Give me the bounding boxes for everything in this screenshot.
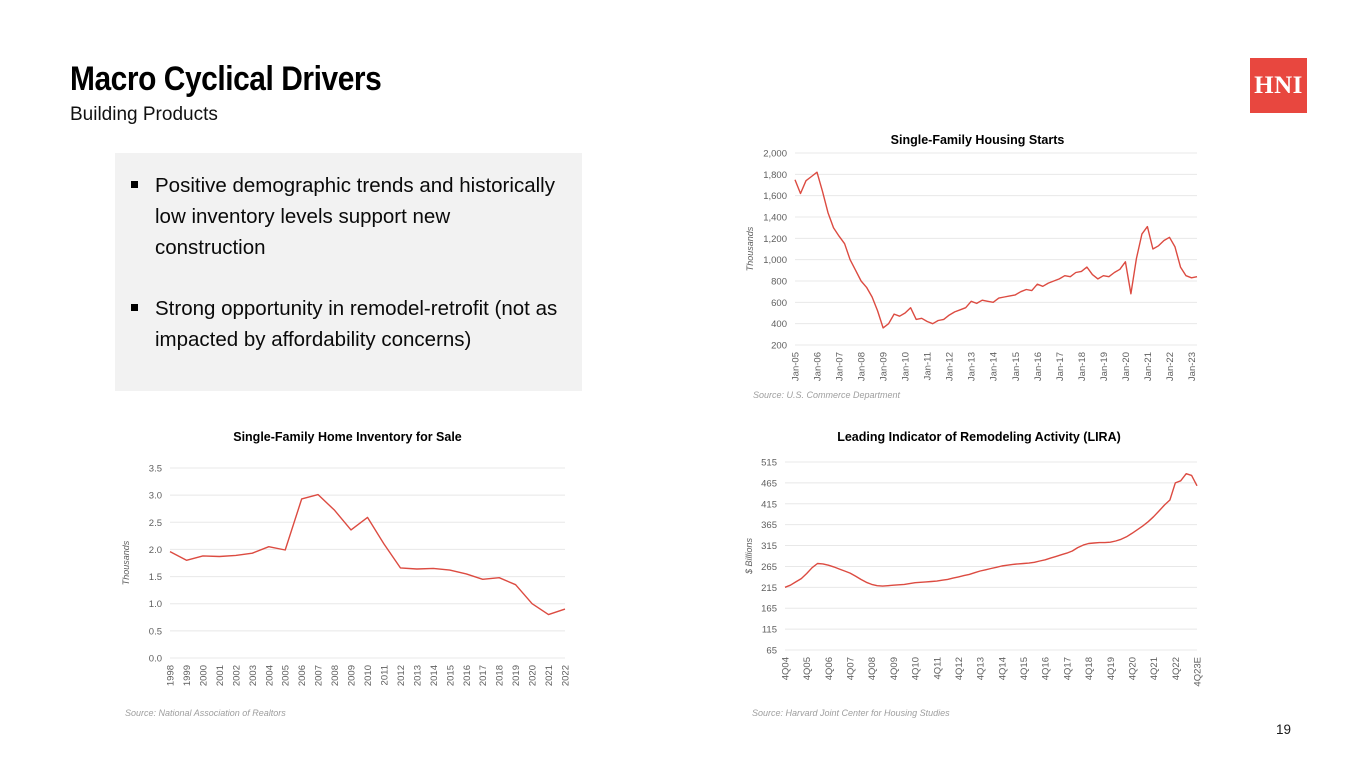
svg-text:1.0: 1.0 [148,599,162,611]
svg-text:4Q22: 4Q22 [1170,657,1182,681]
svg-text:600: 600 [771,297,787,309]
svg-text:0.5: 0.5 [148,626,162,638]
svg-text:Jan-05: Jan-05 [790,352,802,382]
svg-text:4Q04: 4Q04 [780,657,792,681]
svg-text:4Q10: 4Q10 [910,657,922,681]
svg-text:4Q17: 4Q17 [1062,657,1074,681]
bullet-text: Strong opportunity in remodel-retrofit (not as impacted by affordability concerns) [155,297,558,351]
svg-text:4Q09: 4Q09 [888,657,900,681]
svg-text:Jan-22: Jan-22 [1164,352,1176,382]
bullet-square-icon [131,181,138,188]
svg-text:1998: 1998 [165,665,177,687]
svg-text:2021: 2021 [544,665,556,687]
svg-text:2003: 2003 [247,665,259,687]
svg-text:2010: 2010 [363,665,374,687]
svg-text:4Q12: 4Q12 [953,657,965,681]
chart-title: Single-Family Housing Starts [890,133,1065,147]
svg-text:65: 65 [766,645,777,657]
bullet-square-icon [131,304,138,311]
svg-text:4Q15: 4Q15 [1019,657,1031,681]
page-subtitle: Building Products [70,104,218,125]
svg-text:3.0: 3.0 [148,490,162,502]
svg-text:200: 200 [771,340,787,352]
page-title: Macro Cyclical Drivers [70,60,382,98]
chart-source: Source: Harvard Joint Center for Housing Studies [752,708,950,718]
svg-text:2000: 2000 [198,665,210,687]
svg-text:1,600: 1,600 [763,191,787,203]
svg-text:4Q14: 4Q14 [997,657,1009,681]
svg-text:Jan-23: Jan-23 [1186,352,1198,382]
svg-text:315: 315 [761,541,777,553]
svg-text:4Q11: 4Q11 [932,657,944,680]
svg-text:2004: 2004 [264,665,276,687]
svg-text:2012: 2012 [395,665,407,687]
svg-text:400: 400 [771,319,787,331]
svg-text:Jan-18: Jan-18 [1076,352,1088,382]
svg-text:465: 465 [761,478,777,490]
svg-text:515: 515 [761,457,777,469]
lira-chart [740,428,1218,723]
svg-text:1,400: 1,400 [763,212,787,224]
hni-logo-text: HNI [1254,71,1303,99]
bullet-text: Positive demographic trends and historically low inventory levels support new construction [155,174,555,259]
svg-text:215: 215 [761,582,777,594]
housing-starts-plot [745,131,1210,405]
lira-plot [740,428,1218,723]
svg-text:2006: 2006 [297,665,309,687]
svg-text:2022: 2022 [560,665,572,687]
svg-text:165: 165 [761,603,777,615]
page-number: 19 [1276,722,1292,737]
svg-text:Thousands: Thousands [121,540,131,586]
svg-text:2009: 2009 [346,665,358,687]
hni-logo [1250,58,1307,113]
svg-text:$ Billions: $ Billions [744,537,754,575]
svg-text:Jan-07: Jan-07 [834,352,846,382]
svg-text:3.5: 3.5 [148,463,162,475]
svg-text:Jan-20: Jan-20 [1120,352,1132,382]
svg-text:Jan-08: Jan-08 [856,352,868,382]
svg-text:2001: 2001 [214,665,226,687]
svg-text:2005: 2005 [280,665,292,687]
svg-text:4Q18: 4Q18 [1084,657,1096,681]
home-inventory-plot [115,428,580,723]
svg-text:4Q19: 4Q19 [1105,657,1117,681]
chart-source: Source: U.S. Commerce Department [753,390,901,400]
svg-text:2020: 2020 [527,665,539,687]
svg-text:1,000: 1,000 [763,255,787,267]
svg-text:1,800: 1,800 [763,169,787,181]
svg-text:2016: 2016 [461,665,473,687]
chart-title: Single-Family Home Inventory for Sale [233,430,462,444]
svg-text:365: 365 [761,520,777,532]
svg-text:4Q05: 4Q05 [802,657,814,681]
svg-text:Jan-19: Jan-19 [1098,352,1110,382]
svg-text:1.5: 1.5 [148,572,162,584]
svg-text:2011: 2011 [379,665,391,686]
chart-title: Leading Indicator of Remodeling Activity (LIRA) [837,430,1121,444]
svg-text:2014: 2014 [428,665,440,687]
svg-text:2007: 2007 [313,665,325,687]
svg-text:Thousands: Thousands [745,226,755,272]
svg-text:2019: 2019 [511,665,523,687]
svg-text:800: 800 [771,276,787,288]
svg-text:4Q13: 4Q13 [975,657,987,681]
svg-text:2018: 2018 [494,665,506,687]
housing-starts-chart [745,131,1210,405]
bullet-item [131,170,562,263]
svg-text:115: 115 [761,624,777,636]
bullet-item [131,293,562,355]
svg-text:Jan-06: Jan-06 [812,352,824,382]
svg-text:415: 415 [761,499,777,511]
svg-text:4Q21: 4Q21 [1149,657,1161,681]
svg-text:2.0: 2.0 [148,544,162,556]
svg-text:0.0: 0.0 [148,653,162,665]
svg-text:4Q23E: 4Q23E [1192,657,1204,687]
home-inventory-chart [115,428,580,723]
chart-source: Source: National Association of Realtors [125,708,286,718]
svg-text:4Q06: 4Q06 [823,657,835,681]
svg-text:2013: 2013 [412,665,424,687]
svg-text:1999: 1999 [181,665,193,687]
svg-text:Jan-09: Jan-09 [878,352,890,382]
svg-text:2008: 2008 [330,665,342,687]
svg-text:2.5: 2.5 [148,517,162,529]
svg-text:Jan-12: Jan-12 [944,352,956,382]
svg-text:1,200: 1,200 [763,233,787,245]
svg-text:265: 265 [761,561,777,573]
svg-text:Jan-17: Jan-17 [1054,352,1066,382]
key-points-panel [115,153,582,391]
svg-text:4Q07: 4Q07 [845,657,857,681]
svg-text:Jan-10: Jan-10 [900,352,912,382]
svg-text:4Q20: 4Q20 [1127,657,1139,681]
svg-text:2017: 2017 [478,665,490,687]
svg-text:2,000: 2,000 [763,148,787,160]
svg-text:Jan-16: Jan-16 [1032,352,1044,382]
svg-text:Jan-14: Jan-14 [988,352,1000,382]
svg-text:Jan-11: Jan-11 [922,352,934,381]
svg-text:Jan-21: Jan-21 [1142,352,1154,382]
svg-text:Jan-13: Jan-13 [966,352,978,382]
svg-text:4Q08: 4Q08 [867,657,879,681]
svg-text:2002: 2002 [231,665,243,687]
svg-text:Jan-15: Jan-15 [1010,352,1022,382]
svg-text:2015: 2015 [445,665,457,687]
svg-text:4Q16: 4Q16 [1040,657,1052,681]
